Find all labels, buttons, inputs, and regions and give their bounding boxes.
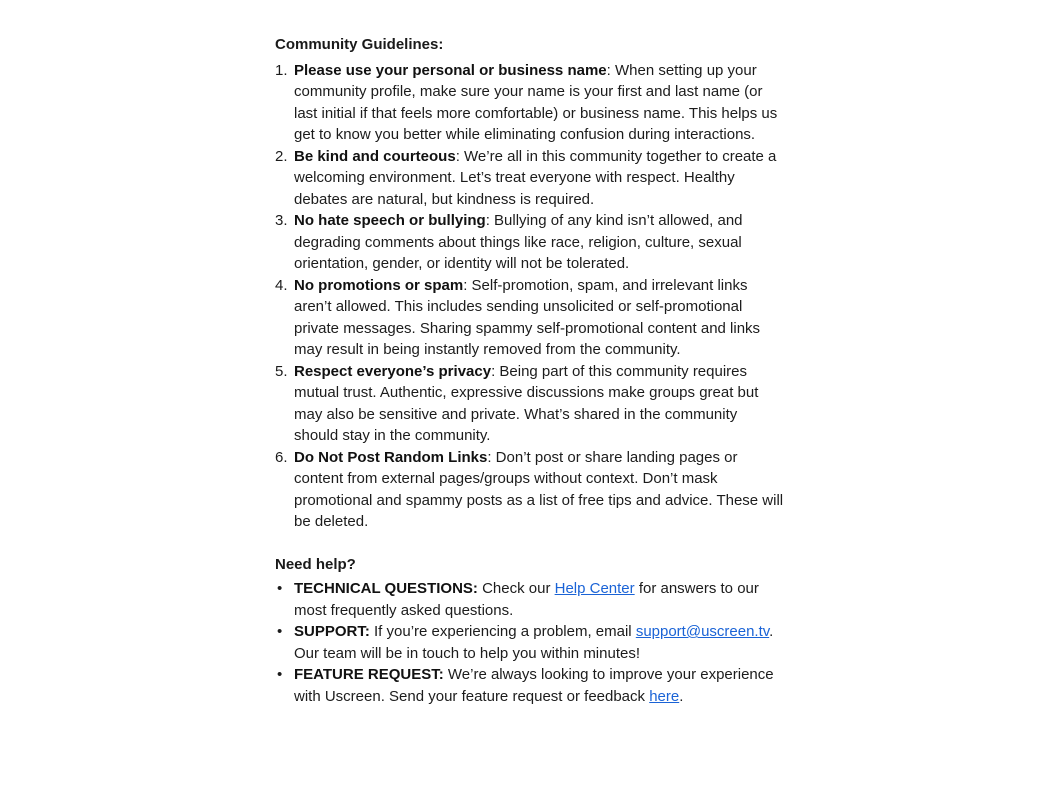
guideline-heading: Do Not Post Random Links [294,448,488,466]
help-list [275,578,785,707]
help-heading: TECHNICAL QUESTIONS: [294,580,478,597]
guideline-number: 6. [275,448,288,466]
guideline-item [275,361,785,447]
help-text: . [679,687,684,705]
page-content [275,34,785,707]
guidelines-list [275,60,785,533]
guideline-text: : When setting up your community profile, make sure your name is your first and last name (or last initial if that feels more comfortable) or business name. This helps us get to know you better while eliminating confusion during interactions. [294,61,778,143]
guideline-text: : We’re all in this community together to create a welcoming environment. Let’s treat everyone with respect. Healthy debates are natural, but kindness is required. [294,147,777,208]
help-heading: SUPPORT: [294,623,370,640]
guideline-item [275,210,785,275]
guideline-text: : Don’t post or share landing pages or content from external pages/groups without context. Don’t mask promotional and spammy posts as a list of free tips and advice. These will be deleted. [294,448,784,530]
guideline-text: : Being part of this community requires mutual trust. Authentic, expressive discussions make groups great but may also be sensitive and private. What’s shared in the community should stay in the community. [294,362,759,444]
bullet-icon: • [277,666,283,683]
guideline-number: 5. [275,362,288,380]
help-title: Need help? [275,555,356,573]
help-center-link[interactable]: Help Center [554,580,635,597]
help-text: for answers to our most frequently asked questions. [294,580,759,619]
help-text: . Our team will be in touch to help you within minutes! [294,623,774,662]
guideline-heading: Respect everyone’s privacy [294,362,492,380]
guideline-number: 3. [275,212,288,229]
guideline-number: 4. [275,276,288,294]
help-item-support [275,621,785,664]
guideline-number: 1. [275,61,288,79]
guideline-item [275,447,785,533]
help-item-technical [275,578,785,621]
help-text: If you’re experiencing a problem, email [369,623,636,640]
help-item-feature [275,664,785,707]
guideline-heading: Please use your personal or business name [294,61,607,79]
guideline-item [275,146,785,211]
bullet-icon: • [277,623,283,640]
bullet-icon: • [277,580,283,597]
guideline-number: 2. [275,147,288,165]
guideline-heading: No promotions or spam [294,276,464,294]
guideline-heading: Be kind and courteous [294,147,456,165]
guideline-item [275,60,785,146]
feature-request-link[interactable]: here [649,687,680,705]
guideline-heading: No hate speech or bullying [294,212,486,229]
support-email-link[interactable]: support@uscreen.tv [635,623,770,640]
guidelines-title: Community Guidelines: [275,36,444,53]
help-text: We’re always looking to improve your experience with Uscreen. Send your feature request or feedback [294,666,774,705]
help-heading: FEATURE REQUEST: [294,666,444,683]
guideline-item [275,275,785,361]
guideline-text: : Bullying of any kind isn’t allowed, and degrading comments about things like race, religion, culture, sexual orientation, gender, or identity will not be tolerated. [294,212,743,272]
guideline-text: : Self-promotion, spam, and irrelevant links aren’t allowed. This includes sending unsolicited or self-promotional private messages. Sharing spammy self-promotional content and links may result in being instantly removed from the community. [294,276,761,358]
help-text: Check our [477,580,555,597]
